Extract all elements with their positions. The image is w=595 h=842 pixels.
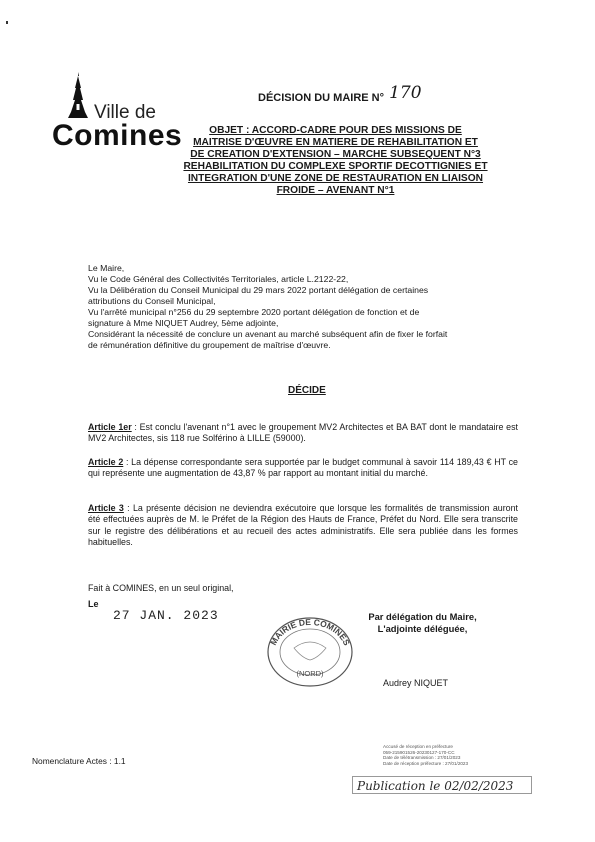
- article-3-label: Article 3: [88, 503, 124, 513]
- nomenclature-actes: Nomenclature Actes : 1.1: [32, 756, 126, 766]
- objet-line: OBJET : ACCORD-CADRE POUR DES MISSIONS DE: [209, 125, 462, 136]
- article-3-text: : La présente décision ne deviendra exécutoire que lorsque les formalités de transmission auront été effectuées auprès de M. le Préfet de la Région des Hauts de France, Préfet du Nord. Elle sera transcrite sur le registre des délibérations et au recueil des actes administratifs. Elle sera publiée dans les formes habituelles.: [88, 503, 518, 548]
- preamble-line: attributions du Conseil Municipal,: [88, 296, 216, 306]
- objet-block: [168, 125, 503, 198]
- preamble-line: signature à Mme NIQUET Audrey, 5ème adjointe,: [88, 318, 279, 328]
- article-2-label: Article 2: [88, 457, 124, 467]
- objet-line: REHABILITATION DU COMPLEXE SPORTIF DECOTTIGNIES ET: [183, 161, 488, 173]
- decide-heading: DÉCIDE: [288, 385, 326, 396]
- preamble-line: Vu la Délibération du Conseil Municipal du 29 mars 2022 portant délégation de certaines: [88, 285, 429, 295]
- preamble-line: Vu l'arrêté municipal n°256 du 29 septembre 2020 portant délégation de fonction et de: [88, 307, 420, 317]
- stamp-seal-icon: [264, 614, 356, 690]
- preamble-line: Vu le Code Général des Collectivités Territoriales, article L.2122-22,: [88, 274, 349, 284]
- article-3: [88, 503, 518, 549]
- decision-title: [258, 83, 422, 106]
- article-2-text: : La dépense correspondante sera supportée par le budget communal à savoir 114 189,43 € HT ce qui représente une augmentation de 43,87 % par rapport au montant initial du marché.: [88, 457, 518, 479]
- accuse-line: Date de télétransmission : 27/01/2023: [383, 755, 461, 761]
- article-2: [88, 457, 518, 480]
- objet-line: DE CREATION D'EXTENSION – MARCHE SUBSEQUENT N°3: [190, 149, 481, 161]
- preamble-line: Considérant la nécessité de conclure un avenant au marché subséquent afin de fixer le forfait: [88, 329, 448, 339]
- article-1-label: Article 1er: [88, 422, 132, 432]
- preamble-block: [88, 263, 518, 351]
- objet-line: INTEGRATION D'UNE ZONE DE RESTAURATION EN LIAISON: [187, 173, 484, 185]
- logo-comines-text: Comines: [52, 119, 183, 152]
- delegation-line: Par délégation du Maire,: [368, 611, 477, 622]
- objet-line: MAITRISE D'ŒUVRE EN MATIERE DE REHABILITATION ET: [193, 137, 478, 149]
- objet-line: FROIDE – AVENANT N°1: [276, 185, 395, 197]
- scan-mark: [6, 21, 8, 24]
- comines-logo: [50, 72, 183, 152]
- stamp-bottom-text: (NORD): [296, 669, 324, 678]
- accuse-line: 059-215901526-20230127-170-CC: [383, 749, 455, 755]
- article-1-text: : Est conclu l'avenant n°1 avec le groupement MV2 Architectes et BA BAT dont le mandataire est MV2 Architectes, sis 118 rue Solférino à LILLE (59000).: [88, 422, 518, 444]
- logo-ville-text: Ville de: [94, 102, 156, 123]
- publication-stamp: Publication le 02/02/2023: [352, 776, 532, 794]
- fait-a-line: Fait à COMINES, en un seul original,: [88, 583, 234, 593]
- delegation-line: L'adjointe déléguée,: [377, 623, 468, 634]
- preamble-line: de rémunération définitive du groupement de maîtrise d'œuvre.: [88, 340, 331, 350]
- decision-number: 170: [389, 83, 422, 103]
- accuse-reception-block: [383, 744, 488, 766]
- date-stamp: 27 JAN. 2023: [113, 608, 219, 623]
- stamp-top-text: MAIRIE DE COMINES: [268, 616, 353, 647]
- le-label: Le: [88, 599, 99, 609]
- article-1: [88, 422, 518, 445]
- church-steeple-icon: [66, 72, 90, 118]
- accuse-line: Accusé de réception en préfecture: [383, 744, 453, 749]
- accuse-line: Date de réception préfecture : 27/01/2023: [383, 760, 469, 766]
- mairie-stamp: [264, 614, 356, 690]
- preamble-line: Le Maire,: [88, 263, 125, 273]
- signer-name: Audrey NIQUET: [383, 678, 449, 688]
- decision-title-label: DÉCISION DU MAIRE N°: [258, 92, 385, 104]
- delegation-block: [360, 611, 485, 635]
